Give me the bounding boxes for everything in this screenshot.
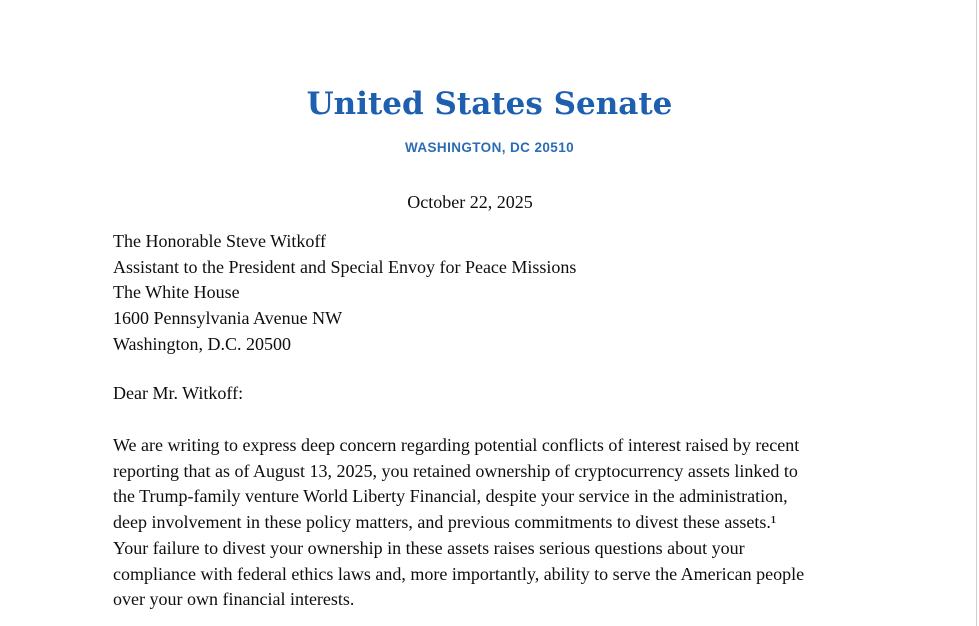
body-line: reporting that as of August 13, 2025, you retained ownership of cryptocurrency assets linked to bbox=[113, 460, 798, 481]
recipient-organization: The White House bbox=[113, 282, 240, 303]
body-line: Your failure to divest your ownership in these assets raises serious questions about your bbox=[113, 537, 745, 558]
recipient-city: Washington, D.C. 20500 bbox=[113, 333, 292, 354]
body-line: the Trump-family venture World Liberty Financial, despite your service in the administration, bbox=[113, 486, 788, 507]
body-line: We are writing to express deep concern regarding potential conflicts of interest raised by recent bbox=[113, 435, 800, 455]
body-line: deep involvement in these policy matters, and previous commitments to divest these assets.¹ bbox=[113, 512, 777, 533]
letter-body-paragraph bbox=[113, 433, 804, 613]
body-line: compliance with federal ethics laws and, more importantly, ability to serve the American people bbox=[113, 563, 805, 584]
salutation: Dear Mr. Witkoff: bbox=[113, 383, 244, 403]
recipient-address-block bbox=[113, 229, 576, 358]
body-line: over your own financial interests. bbox=[113, 589, 355, 610]
recipient-street: 1600 Pennsylvania Avenue NW bbox=[113, 308, 343, 329]
recipient-name: The Honorable Steve Witkoff bbox=[113, 231, 327, 251]
senate-letterhead-title: United States Senate bbox=[306, 86, 673, 122]
letterhead-address: WASHINGTON, DC 20510 bbox=[404, 140, 575, 155]
recipient-title: Assistant to the President and Special Envoy for Peace Missions bbox=[113, 256, 577, 277]
letter-date: October 22, 2025 bbox=[407, 192, 533, 212]
page-right-edge bbox=[976, 0, 977, 626]
